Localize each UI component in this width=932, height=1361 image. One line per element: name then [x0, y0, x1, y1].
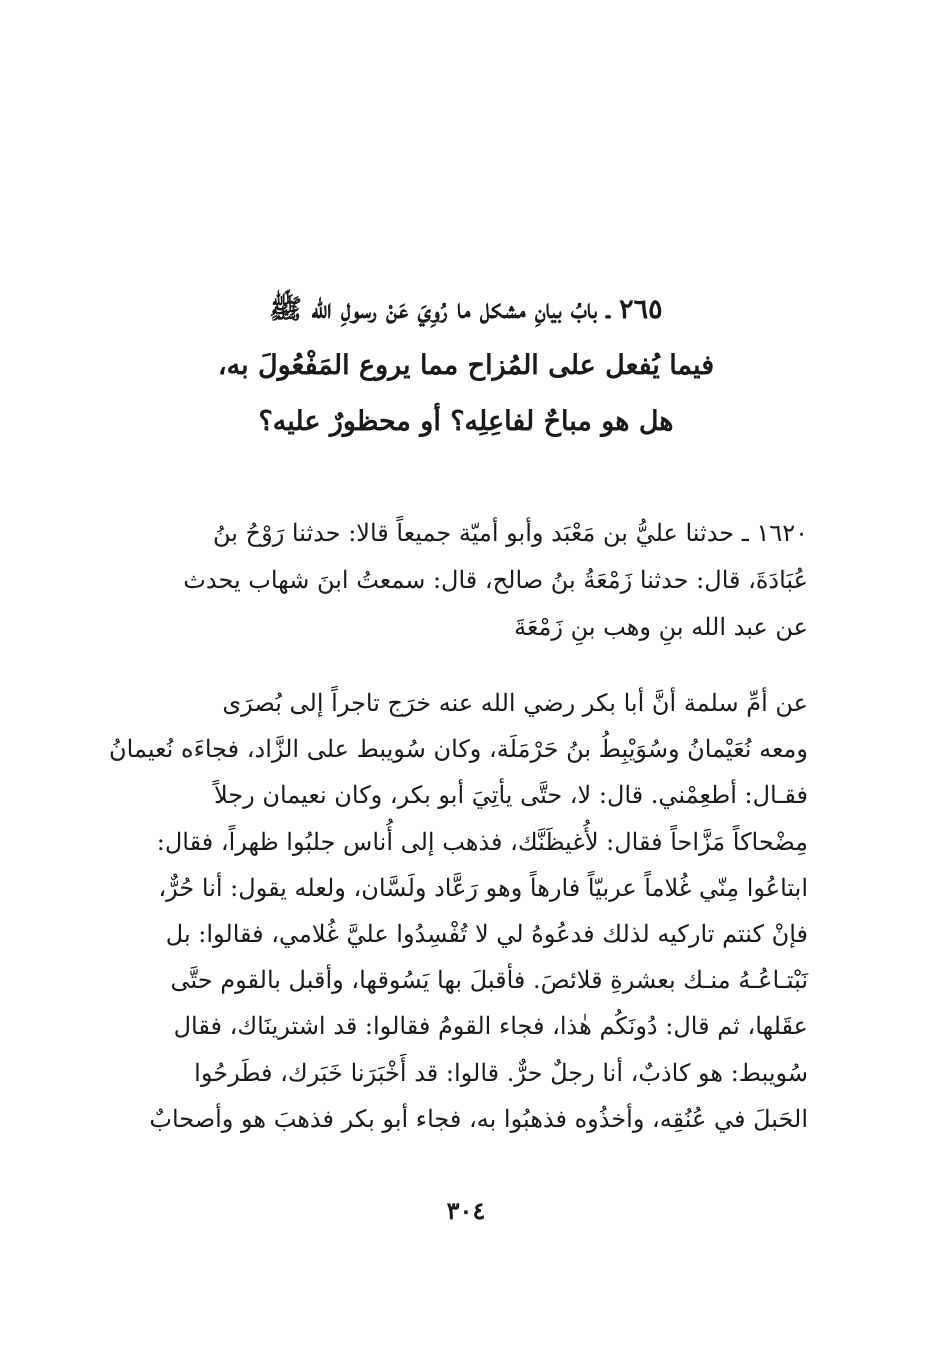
chapter-heading-line: هل هو مباحٌ لفاعِلِه؟ أو محظورٌ عليه؟	[258, 406, 674, 437]
page-number: ٣٠٤	[446, 1196, 486, 1225]
isnad-line: ١٦٢٠ ـ حدثنا عليُّ بن مَعْبَد وأبو أميّة جميعاً قالا: حدثنا رَوْحُ بنُ	[213, 519, 808, 547]
chapter-heading-line: فيما يُفعل على المُزاح مما يروع المَفْعُولَ به،	[217, 350, 715, 381]
chapter-heading-line: ٢٦٥ ـ بابُ بيانِ مشكل ما رُوِيَ عَنْ رسولِ الله ﷺ	[269, 294, 663, 325]
matn-line: نَبْتـاعُـهُ منـك بعشرةِ قلائصَ. فأقبلَ بها يَسُوقها، وأقبل بالقوم حتَّى	[170, 966, 808, 995]
matn-line: سُويبط: هو كاذبٌ، أنا رجلٌ حرٌّ. قالوا: قد أَخْبَرَنا خَبَرك، فطَرحُوا	[194, 1058, 808, 1087]
hadith-matn	[104, 680, 808, 1142]
matn-line: عقَلها، ثم قال: دُونَكُم هٰذا، فجاء القومُ فقالوا: قد اشترينَاك، فقال	[173, 1012, 808, 1041]
isnad-line: عُبَادَةَ، قال: حدثنا زَمْعَةُ بنُ صالح، قال: سمعتُ ابنَ شهاب يحدث	[183, 566, 808, 594]
matn-line: الحَبلَ في عُنُقِه، وأخذُوه فذهبُوا به، فجاء أبو بكر فذهبَ هو وأصحابٌ	[149, 1104, 808, 1133]
matn-line: فقـال: أطعِمْني. قال: لا، حتَّى يأتِيَ أبو بكر، وكان نعيمان رجلاً	[213, 781, 808, 810]
hadith-isnad	[104, 510, 808, 651]
isnad-line: عن عبد الله بنِ وهب بنِ زَمْعَةَ	[514, 613, 808, 641]
matn-line: مِضْحاكاً مَزَّاحاً فقال: لأُغيظَنَّك، فذهب إلى أُناس جلبُوا ظهراً، فقال:	[156, 827, 808, 856]
matn-line: ابتاعُوا مِنّي غُلاماً عربيّاً فارهاً وهو رَعَّاد ولَسَّان، ولعله يقول: أنا حُرٌّ،	[158, 873, 808, 902]
matn-line: ومعه نُعَيْمانُ وسُوَيْبِطُ بنُ حَرْمَلَة، وكان سُويبط على الزَّاد، فجاءَه نُعيمانُ	[109, 735, 808, 764]
matn-line: فإنْ كنتم تاركيه لذلك فدعُوهُ لي لا تُفْسِدُوا عليَّ غُلامي، فقالوا: بل	[165, 920, 808, 949]
matn-line: عن أمِّ سلمة أنَّ أبا بكر رضي الله عنه خرَج تاجراً إلى بُصرَى	[222, 689, 808, 717]
chapter-heading	[120, 282, 812, 450]
